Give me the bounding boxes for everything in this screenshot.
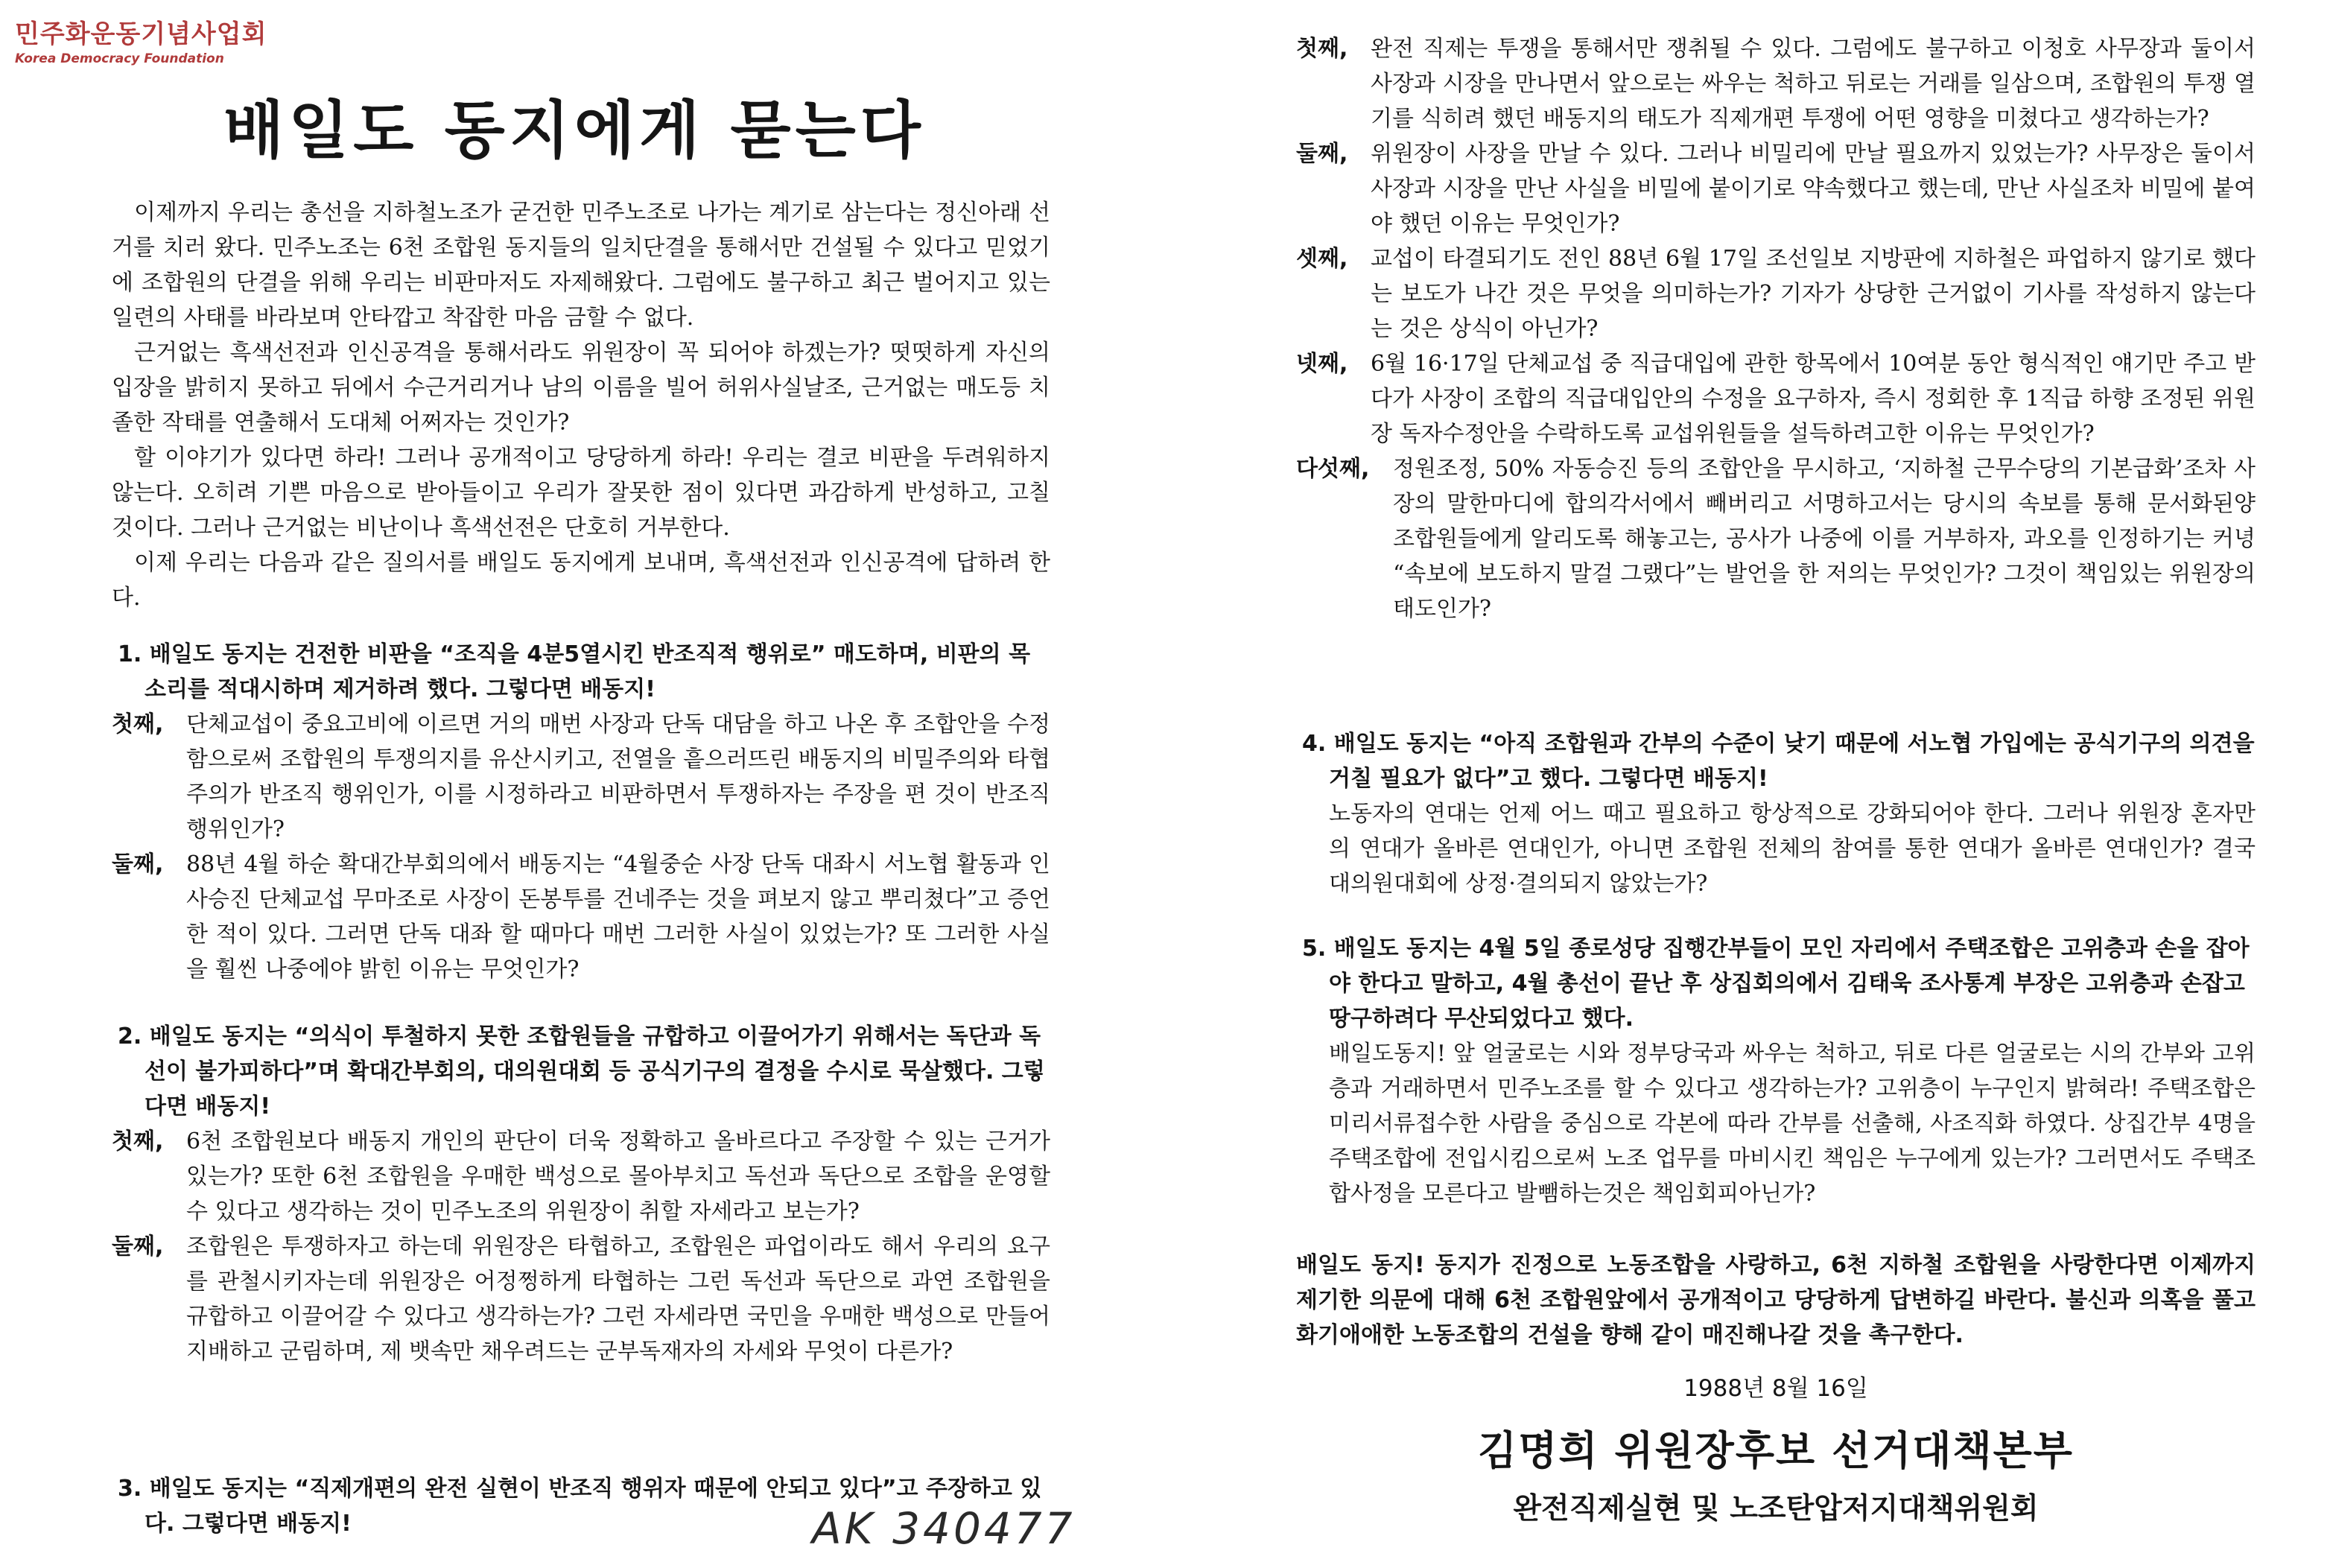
signature-sub: 완전직제실현 및 노조탄압저지대책위원회: [1513, 1492, 2039, 1526]
question-1-second: [112, 847, 1050, 987]
question-2: [112, 1019, 1050, 1369]
item-text: 정원조정, 50% 자동승진 등의 조합안을 무시하고, ‘지하철 근무수당의 기본급화’조차 사장의 말한마디에 합의각서에서 빼버리고 서명하고서는 당시의 속보를 통해 문서화된양 조합원들에게 알리도록 해놓고는, 공사가 나중에 이를 거부하자, 과오를 인정하기는 커녕 “속보에 보도하지 말걸 그랬다”는 발언을 한 저의는 무엇인가? 그것이 책임있는 위원장의 태도인가?: [1393, 456, 2256, 622]
question-3-fourth: [1296, 346, 2256, 451]
question-2-first: [112, 1124, 1050, 1229]
question-1: [112, 637, 1050, 987]
item-label: 셋째,: [1296, 246, 1348, 272]
item-label: 넷째,: [1296, 351, 1348, 377]
intro-paragraph-3: 할 이야기가 있다면 하라! 그러나 공개적이고 당당하게 하라! 우리는 결코 비판을 두려워하지 않는다. 오히려 기쁜 마음으로 받아들이고 우리가 잘못한 점이 있다면 과감하게 반성하고, 고칠 것이다. 그러나 근거없는 비난이나 흑색선전은 단호히 거부한다.: [112, 445, 1050, 541]
intro-paragraph-2: 근거없는 흑색선전과 인신공격을 통해서라도 위원장이 꼭 되어야 하겠는가? 떳떳하게 자신의 입장을 밝히지 못하고 뒤에서 수근거리거나 남의 이름을 빌어 허위사실날조, 근거없는 매도등 치졸한 작태를 연출해서 도대체 어쩌자는 것인가?: [112, 340, 1050, 436]
closing-section: [1296, 1248, 2256, 1527]
question-3-fifth: [1296, 451, 2256, 626]
question-1-heading: 1. 배일도 동지는 건전한 비판을 “조직을 4분5열시킨 반조직적 행위로” 매도하며, 비판의 목소리를 적대시하며 제거하려 했다. 그렇다면 배동지!: [118, 641, 1031, 702]
question-4-text: 노동자의 연대는 언제 어느 때고 필요하고 항상적으로 강화되어야 한다. 그러나 위원장 혼자만의 연대가 올바른 연대인가, 아니면 조합원 전체의 참여를 통한 연대가 올바른 연대인가? 결국 대의원대회에 상정·결의되지 않았는가?: [1329, 801, 2256, 897]
question-1-first: [112, 707, 1050, 847]
item-text: 완전 직제는 투쟁을 통해서만 쟁취될 수 있다. 그럼에도 불구하고 이청호 사무장과 둘이서 사장과 시장을 만나면서 앞으로는 싸우는 척하고 뒤로는 거래를 일삼으며, 조합원의 투쟁 열기를 식히려 했던 배동지의 태도가 직제개편 투쟁에 어떤 영향을 미쳤다고 생각하는가?: [1371, 36, 2256, 132]
question-4-heading: 4. 배일도 동지는 “아직 조합원과 간부의 수준이 낮기 때문에 서노협 가입에는 공식기구의 의견을 거칠 필요가 없다”고 했다. 그렇다면 배동지!: [1302, 731, 2255, 792]
item-label: 둘째,: [112, 1234, 164, 1260]
item-label: 둘째,: [1296, 141, 1348, 167]
document-date: 1988년 8월 16일: [1683, 1375, 1868, 1402]
item-label: 둘째,: [112, 851, 164, 877]
intro-paragraph-1: 이제까지 우리는 총선을 지하철노조가 굳건한 민주노조로 나가는 계기로 삼는다는 정신아래 선거를 치러 왔다. 민주노조는 6천 조합원 동지들의 일치단결을 통해서만 건설될 수 있다고 믿었기에 조합원의 단결을 위해 우리는 비판마저도 자제해왔다. 그럼에도 불구하고 최근 벌어지고 있는 일련의 사태를 바라보며 안타깝고 착잡한 마음 금할 수 없다.: [112, 200, 1050, 331]
item-text: 6월 16·17일 단체교섭 중 직급대입에 관한 항목에서 10여분 동안 형식적인 얘기만 주고 받다가 사장이 조합의 직급대입안의 수정을 요구하자, 즉시 정회한 후 1직급 하향 조정된 위원장 독자수정안을 수락하도록 교섭위원들을 설득하려고한 이유는 무엇인가?: [1371, 351, 2256, 447]
question-5: [1296, 931, 2256, 1211]
question-5-text: 배일도동지! 앞 얼굴로는 시와 정부당국과 싸우는 척하고, 뒤로 다른 얼굴로는 시의 간부와 고위층과 거래하면서 민주노조를 할 수 있다고 생각하는가? 고위층이 누구인지 밝혀라! 주택조합은 미리서류접수한 사람을 중심으로 각본에 따라 간부를 선출해, 사조직화 하였다. 상집간부 4명을 주택조합에 전입시킴으로써 노조 업무를 마비시킨 책임은 누구에게 있는가? 그러면서도 주택조합사정을 모른다고 발뺌하는것은 책임회피아닌가?: [1329, 1041, 2256, 1207]
question-3-third: [1296, 241, 2256, 346]
handwritten-archive-code: AK 340477: [812, 1503, 1076, 1554]
intro-section: [112, 195, 1050, 615]
item-label: 첫째,: [112, 1129, 164, 1155]
item-text: 조합원은 투쟁하자고 하는데 위원장은 타협하고, 조합원은 파업이라도 해서 우리의 요구를 관철시키자는데 위원장은 어정쩡하게 타협하는 그런 독선과 독단으로 과연 조합원을 규합하고 이끌어갈 수 있다고 생각하는가? 그런 자세라면 국민을 우매한 백성으로 만들어 지배하고 군림하며, 제 뱃속만 채우려드는 군부독재자의 자세와 무엇이 다른가?: [186, 1234, 1050, 1365]
intro-paragraph-4: 이제 우리는 다음과 같은 질의서를 배일도 동지에게 보내며, 흑색선전과 인신공격에 답하려 한다.: [112, 550, 1050, 611]
logo-english: Korea Democracy Foundation: [15, 51, 224, 66]
question-3-heading: 3. 배일도 동지는 “직제개편의 완전 실현이 반조직 행위자 때문에 안되고 있다”고 주장하고 있다. 그렇다면 배동지!: [118, 1476, 1042, 1537]
item-text: 88년 4월 하순 확대간부회의에서 배동지는 “4월중순 사장 단독 대좌시 서노협 활동과 인사승진 단체교섭 무마조로 사장이 돈봉투를 건네주는 것을 펴보지 않고 뿌리쳤다”고 증언한 적이 있다. 그러면 단독 대좌 할 때마다 매번 그러한 사실이 있었는가? 또 그러한 사실을 훨씬 나중에야 밝힌 이유는 무엇인가?: [186, 851, 1050, 983]
item-label: 첫째,: [112, 711, 164, 737]
question-2-heading: 2. 배일도 동지는 “의식이 투철하지 못한 조합원들을 규합하고 이끌어가기 위해서는 독단과 독선이 불가피하다”며 확대간부회의, 대의원대회 등 공식기구의 결정을 수시로 묵살했다. 그렇다면 배동지!: [118, 1023, 1045, 1120]
right-page: [1192, 0, 2330, 1568]
signature-main: 김명희 위원장후보 선거대책본부: [1478, 1427, 2074, 1474]
item-text: 교섭이 타결되기도 전인 88년 6월 17일 조선일보 지방판에 지하철은 파업하지 않기로 했다는 보도가 나간 것은 무엇을 의미하는가? 기자가 상당한 근거없이 기사를 작성하지 않는다는 것은 상식이 아닌가?: [1371, 246, 2256, 342]
question-3-first: [1296, 31, 2256, 136]
question-3-second: [1296, 136, 2256, 241]
document-title: 배일도 동지에게 묻는다: [223, 94, 925, 167]
item-label: 첫째,: [1296, 36, 1348, 62]
logo-korean: 민주화운동기념사업회: [15, 19, 267, 49]
closing-paragraph: 배일도 동지! 동지가 진정으로 노동조합을 사랑하고, 6천 지하철 조합원을 사랑한다면 이제까지 제기한 의문에 대해 6천 조합원앞에서 공개적이고 당당하게 답변하길 바란다. 불신과 의혹을 풀고 화기애애한 노동조합의 건설을 향해 같이 매진해나갈 것을 촉구한다.: [1296, 1252, 2256, 1348]
question-3-continued: [1296, 31, 2256, 626]
left-page: [0, 0, 1162, 1568]
item-text: 단체교섭이 중요고비에 이르면 거의 매번 사장과 단독 대담을 하고 나온 후 조합안을 수정함으로써 조합원의 투쟁의지를 유산시키고, 전열을 흩으러뜨린 배동지의 비밀주의와 타협주의가 반조직 행위인가, 이를 시정하라고 비판하면서 투쟁하자는 주장을 편 것이 반조직 행위인가?: [186, 711, 1050, 842]
question-5-heading: 5. 배일도 동지는 4월 5일 종로성당 집행간부들이 모인 자리에서 주택조합은 고위층과 손을 잡아야 한다고 말하고, 4월 총선이 끝난 후 상집회의에서 김태욱 조사통계 부장은 고위층과 손잡고 땅구하려다 무산되었다고 했다.: [1302, 936, 2250, 1032]
item-text: 위원장이 사장을 만날 수 있다. 그러나 비밀리에 만날 필요까지 있었는가? 사무장은 둘이서 사장과 시장을 만난 사실을 비밀에 붙이기로 약속했다고 했는데, 만난 사실조차 비밀에 붙여야 했던 이유는 무엇인가?: [1371, 141, 2256, 237]
item-label: 다섯째,: [1296, 456, 1370, 482]
question-2-second: [112, 1229, 1050, 1369]
question-4: [1296, 726, 2256, 901]
item-text: 6천 조합원보다 배동지 개인의 판단이 더욱 정확하고 올바르다고 주장할 수 있는 근거가 있는가? 또한 6천 조합원을 우매한 백성으로 몰아부치고 독선과 독단으로 조합을 운영할 수 있다고 생각하는 것이 민주노조의 위원장이 취할 자세라고 보는가?: [186, 1129, 1050, 1225]
